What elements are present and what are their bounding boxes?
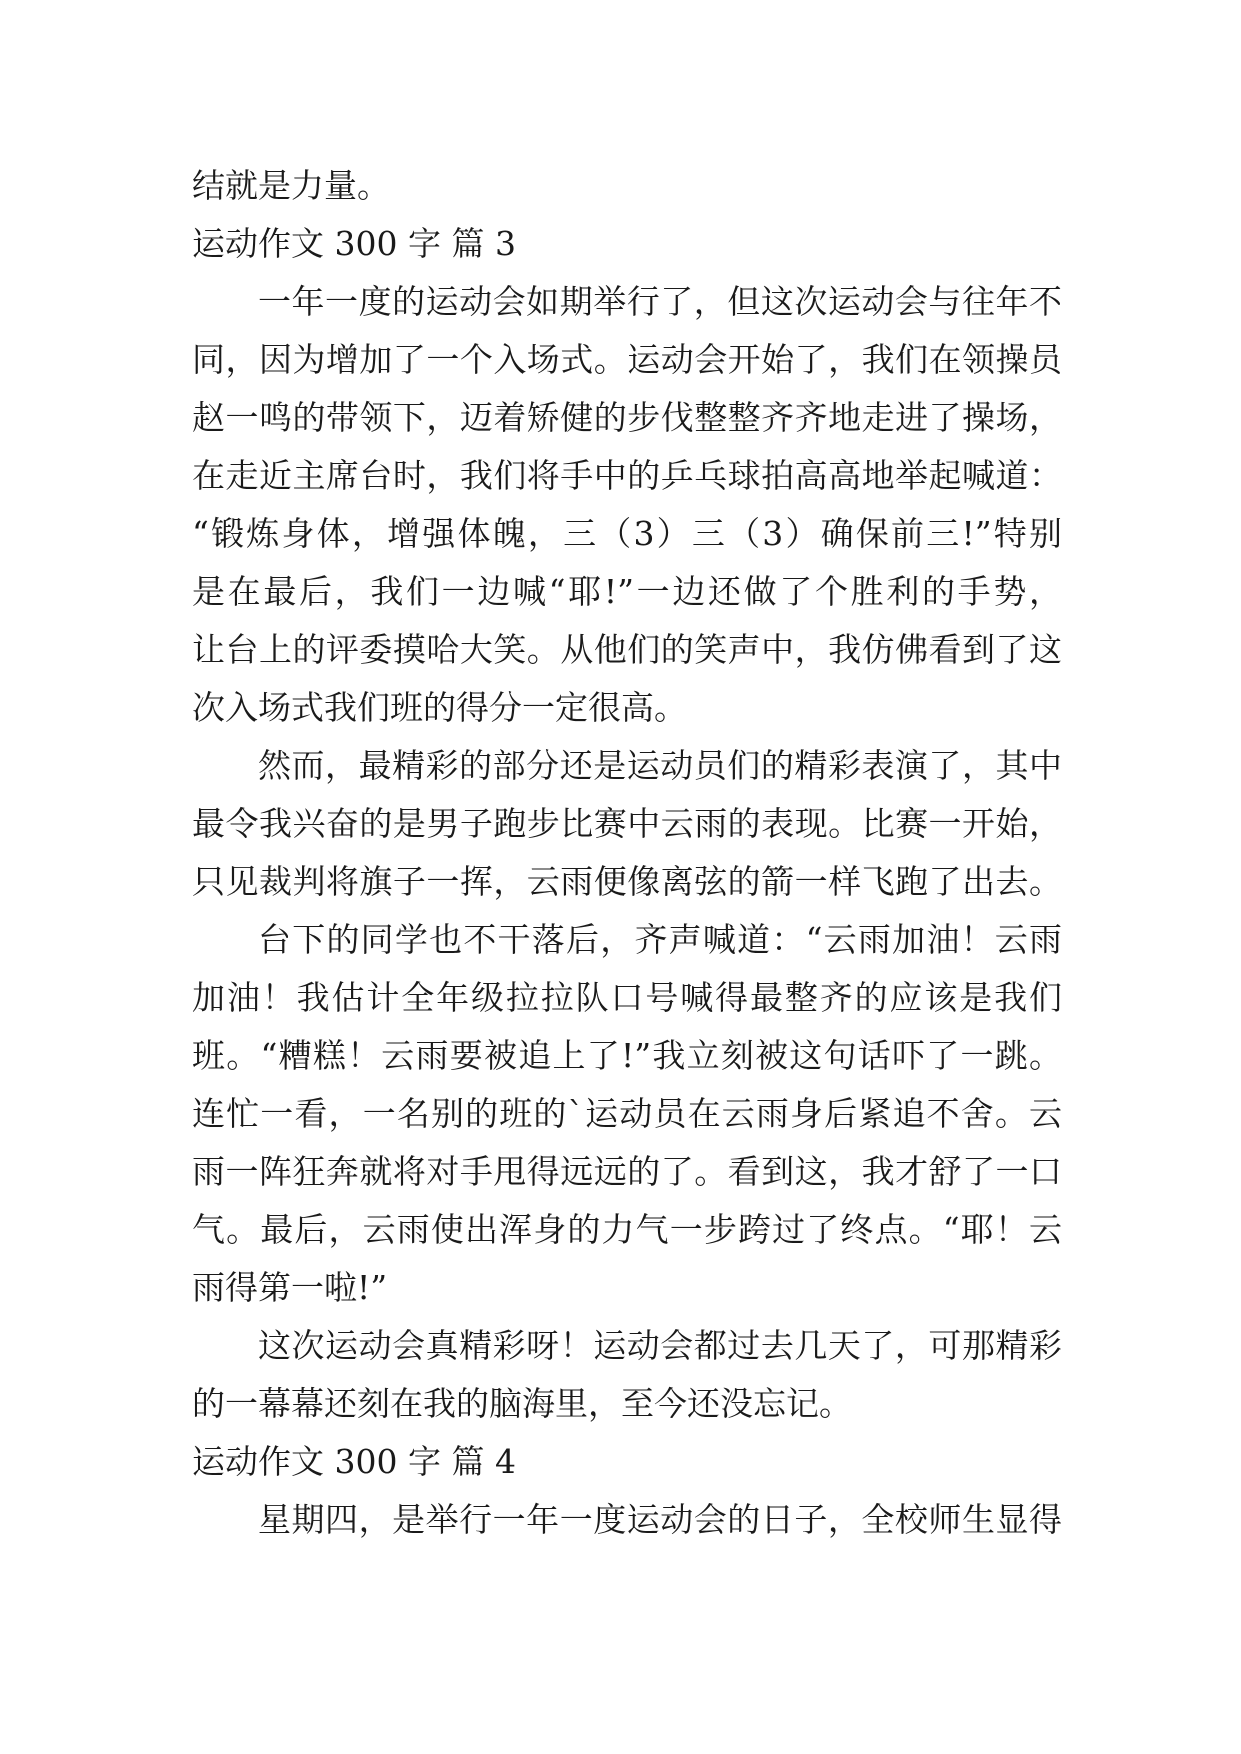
paragraph-line: 赵一鸣的带领下，迈着矫健的步伐整整齐齐地走进了操场， <box>192 398 1062 437</box>
paragraph-line: 然而，最精彩的部分还是运动员们的精彩表演了，其中 <box>258 746 1062 785</box>
paragraph-line: 最令我兴奋的是男子跑步比赛中云雨的表现。比赛一开始， <box>192 804 1062 843</box>
paragraph-line: 只见裁判将旗子一挥，云雨便像离弦的箭一样飞跑了出去。 <box>192 862 1062 901</box>
paragraph-line: 连忙一看，一名别的班的`运动员在云雨身后紧追不舍。云 <box>192 1094 1062 1133</box>
paragraph-line: 让台上的评委摸哈大笑。从他们的笑声中，我仿佛看到了这 <box>192 630 1062 669</box>
paragraph-line: 一年一度的运动会如期举行了，但这次运动会与往年不 <box>258 282 1062 321</box>
paragraph-line: 雨得第一啦!” <box>192 1268 388 1307</box>
paragraph-line: 这次运动会真精彩呀！运动会都过去几天了，可那精彩 <box>258 1326 1062 1365</box>
paragraph-line: 台下的同学也不干落后，齐声喊道：“云雨加油！云雨 <box>258 920 1062 959</box>
paragraph-line: 在走近主席台时，我们将手中的乒乓球拍高高地举起喊道： <box>192 456 1062 495</box>
paragraph-line: 雨一阵狂奔就将对手甩得远远的了。看到这，我才舒了一口 <box>192 1152 1062 1191</box>
paragraph-line: 加油！我估计全年级拉拉队口号喊得最整齐的应该是我们 <box>192 978 1062 1017</box>
paragraph-line: 同，因为增加了一个入场式。运动会开始了，我们在领操员 <box>192 340 1062 379</box>
paragraph-line: “锻炼身体，增强体魄，三（3）三（3）确保前三!”特别 <box>192 514 1062 553</box>
paragraph-line: 班。“糟糕！云雨要被追上了!”我立刻被这句话吓了一跳。 <box>192 1036 1062 1075</box>
paragraph-line: 气。最后，云雨使出浑身的力气一步跨过了终点。“耶！云 <box>192 1210 1062 1249</box>
paragraph-line: 的一幕幕还刻在我的脑海里，至今还没忘记。 <box>192 1384 852 1423</box>
paragraph-line: 是在最后，我们一边喊“耶!”一边还做了个胜利的手势， <box>192 572 1062 611</box>
section-heading: 运动作文 300 字 篇 3 <box>192 224 516 263</box>
paragraph-line: 次入场式我们班的得分一定很高。 <box>192 688 687 727</box>
paragraph-line: 星期四，是举行一年一度运动会的日子，全校师生显得 <box>258 1500 1062 1539</box>
text-line: 结就是力量。 <box>192 166 390 205</box>
section-heading: 运动作文 300 字 篇 4 <box>192 1442 516 1481</box>
